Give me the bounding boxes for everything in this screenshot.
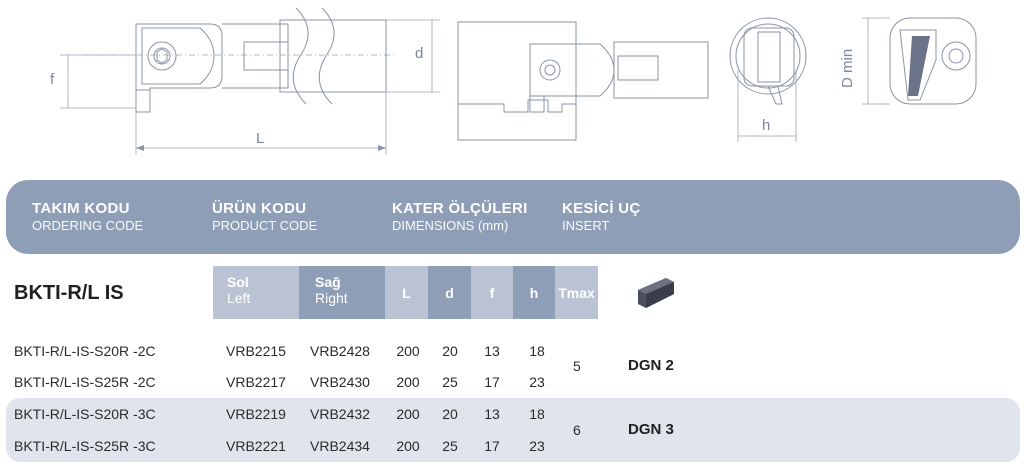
- header-band: [6, 180, 1020, 254]
- header-dimensions-subtitle: DIMENSIONS (mm): [392, 218, 509, 233]
- row-f: 17: [484, 374, 500, 390]
- row-ordering-code: BKTI-R/L-IS-S20R -3C: [14, 406, 156, 422]
- group-insert: DGN 2: [628, 357, 674, 374]
- insert-image: [632, 272, 680, 316]
- row-h: 23: [529, 438, 545, 454]
- col-header-h: h: [513, 266, 555, 319]
- header-ordering-code-title: TAKIM KODU: [32, 200, 130, 217]
- header-dimensions-title: KATER ÖLÇÜLERI: [392, 200, 528, 217]
- header-product-code: [212, 200, 317, 234]
- row-ordering-code: BKTI-R/L-IS-S20R -2C: [14, 343, 156, 359]
- row-left-code: VRB2219: [226, 406, 286, 422]
- dim-label-L: L: [256, 130, 265, 147]
- end-view-drawing: [730, 18, 806, 142]
- row-d: 20: [442, 343, 458, 359]
- group-insert: DGN 3: [628, 421, 674, 438]
- row-d: 25: [442, 438, 458, 454]
- header-insert-title: KESİCİ UÇ: [562, 200, 641, 217]
- series-title: BKTI-R/L IS: [14, 282, 124, 304]
- header-dimensions: [392, 200, 528, 234]
- side-view-drawing: [50, 8, 440, 155]
- technical-drawing: [0, 0, 1024, 170]
- header-ordering-code: [32, 200, 143, 234]
- dim-label-f: f: [50, 71, 55, 88]
- row-left-code: VRB2215: [226, 343, 286, 359]
- col-header-right: [299, 266, 385, 319]
- header-product-code-subtitle: PRODUCT CODE: [212, 218, 318, 233]
- row-right-code: VRB2432: [310, 406, 370, 422]
- row-ordering-code: BKTI-R/L-IS-S25R -2C: [14, 374, 156, 390]
- header-insert: [562, 200, 641, 234]
- group-tmax: 5: [573, 358, 581, 374]
- row-f: 13: [484, 343, 500, 359]
- row-d: 25: [442, 374, 458, 390]
- row-L: 200: [396, 374, 420, 390]
- col-header-d: d: [428, 266, 471, 319]
- row-left-code: VRB2217: [226, 374, 286, 390]
- row-L: 200: [396, 406, 420, 422]
- row-d: 20: [442, 406, 458, 422]
- col-header-tmax: Tmax: [555, 266, 598, 319]
- group-tmax: 6: [573, 422, 581, 438]
- row-right-code: VRB2434: [310, 438, 370, 454]
- col-header-left-en: Left: [227, 290, 251, 306]
- col-header-right-tr: Sağ: [315, 274, 341, 290]
- section-view-drawing: [458, 22, 708, 140]
- header-ordering-code-subtitle: ORDERING CODE: [32, 218, 144, 233]
- row-h: 23: [529, 374, 545, 390]
- dim-label-d: d: [415, 45, 424, 62]
- row-L: 200: [396, 343, 420, 359]
- col-header-left-tr: Sol: [227, 274, 249, 290]
- row-ordering-code: BKTI-R/L-IS-S25R -3C: [14, 438, 156, 454]
- row-right-code: VRB2428: [310, 343, 370, 359]
- row-h: 18: [529, 343, 545, 359]
- col-header-L: L: [385, 266, 428, 319]
- row-left-code: VRB2221: [226, 438, 286, 454]
- col-header-f: f: [471, 266, 513, 319]
- col-header-right-en: Right: [315, 290, 348, 306]
- header-product-code-title: ÜRÜN KODU: [212, 200, 307, 217]
- header-insert-subtitle: INSERT: [562, 218, 610, 233]
- col-header-left: [213, 266, 299, 319]
- dim-label-dmin: D min: [839, 48, 856, 88]
- row-f: 17: [484, 438, 500, 454]
- bore-view-drawing: [839, 18, 976, 104]
- group-band-dgn3: [6, 398, 1020, 462]
- row-right-code: VRB2430: [310, 374, 370, 390]
- dim-label-h: h: [762, 117, 771, 134]
- row-f: 13: [484, 406, 500, 422]
- row-h: 18: [529, 406, 545, 422]
- row-L: 200: [396, 438, 420, 454]
